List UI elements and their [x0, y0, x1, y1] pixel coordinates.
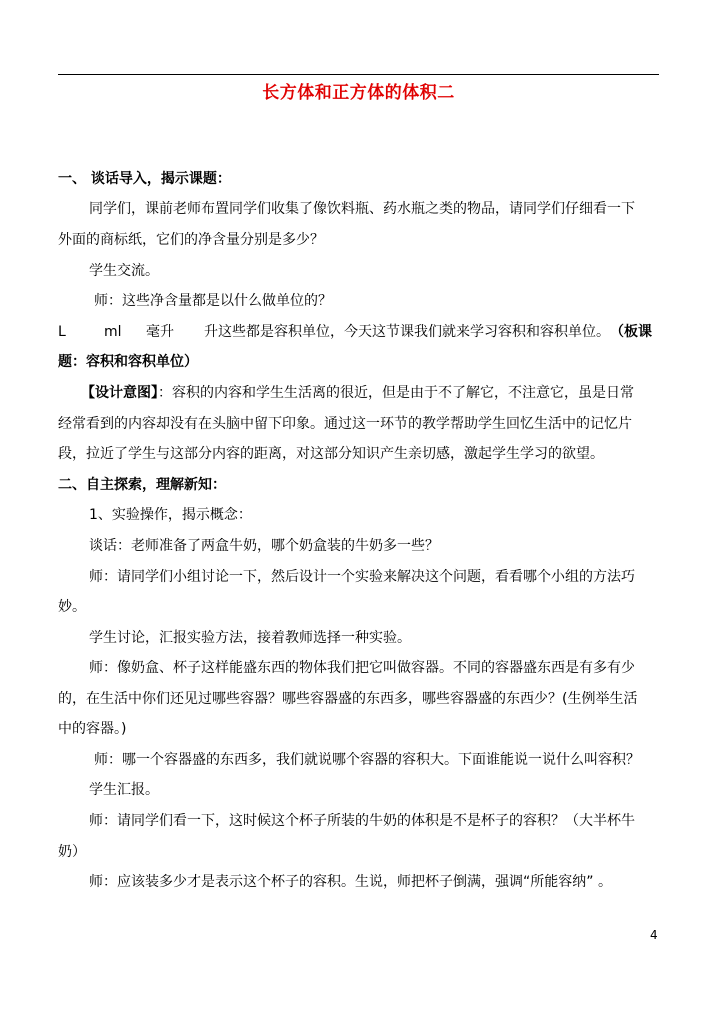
paragraph: 师：请同学们看一下，这时候这个杯子所装的牛奶的体积是不是杯子的容积？（大半杯牛 [89, 813, 635, 829]
design-intent [81, 383, 634, 403]
paragraph: 师：应该装多少才是表示这个杯子的容积。生说，师把杯子倒满，强调“所能容纳” 。 [89, 874, 612, 890]
unit-ml: ml [104, 324, 122, 340]
design-intent-label: 【设计意图】 [81, 385, 158, 401]
page-number: 4 [650, 928, 658, 942]
paragraph: 的，在生活中你们还见过哪些容器？哪些容器盛的东西多，哪些容器盛的东西少？(生例举生活 [58, 691, 638, 707]
paragraph: 师：像奶盒、杯子这样能盛东西的物体我们把它叫做容器。不同的容器盛东西是有多有少 [89, 660, 635, 676]
list-item: 1、实验操作，揭示概念： [89, 507, 252, 523]
paragraph: 外面的商标纸，它们的净含量分别是多少？ [58, 232, 324, 248]
paragraph: 谈话：老师准备了两盒牛奶，哪个奶盒装的牛奶多一些？ [89, 538, 439, 554]
document-title: 长方体和正方体的体积二 [262, 83, 455, 103]
paragraph: 师：请同学们小组讨论一下，然后设计一个实验来解决这个问题，看看哪个小组的方法巧 [89, 569, 635, 585]
paragraph: 同学们，课前老师布置同学们收集了像饮料瓶、药水瓶之类的物品，请同学们仔细看一下 [89, 201, 635, 217]
paragraph: 升这些都是容积单位，今天这节课我们就来学习容积和容积单位。 [204, 324, 610, 340]
unit-L: L [58, 324, 66, 340]
paragraph: 学生讨论，汇报实验方法，接着教师选择一种实验。 [89, 630, 411, 646]
paragraph: 学生汇报。 [89, 782, 159, 798]
section1-heading: 一、 谈话导入，揭示课题： [58, 171, 231, 187]
design-intent-text: ：容积的内容和学生生活离的很近，但是由于不了解它，不注意它，虽是日常 [158, 385, 634, 401]
paragraph: 奶） [58, 844, 86, 860]
header-rule [58, 74, 659, 75]
section2-heading: 二、自主探索，理解新知： [58, 477, 226, 493]
paragraph: 学生交流。 [89, 263, 159, 279]
paragraph: 妙。 [58, 599, 86, 615]
paragraph-bold: （板课 [610, 324, 652, 340]
paragraph: 段，拉近了学生与这部分内容的距离，对这部分知识产生亲切感，激起学生学习的欲望。 [58, 446, 604, 462]
paragraph: 师：哪一个容器盛的东西多，我们就说哪个容器的容积大。下面谁能说一说什么叫容积？ [94, 752, 640, 768]
paragraph: 师：这些净含量都是以什么做单位的？ [94, 293, 332, 309]
unit-haosheng: 毫升 [146, 324, 174, 340]
paragraph: 中的容器。) [58, 721, 127, 737]
paragraph: 经常看到的内容却没有在头脑中留下印象。通过这一环节的教学帮助学生回忆生活中的记忆片 [58, 416, 632, 432]
paragraph-bold: 题：容积和容积单位） [58, 354, 198, 370]
